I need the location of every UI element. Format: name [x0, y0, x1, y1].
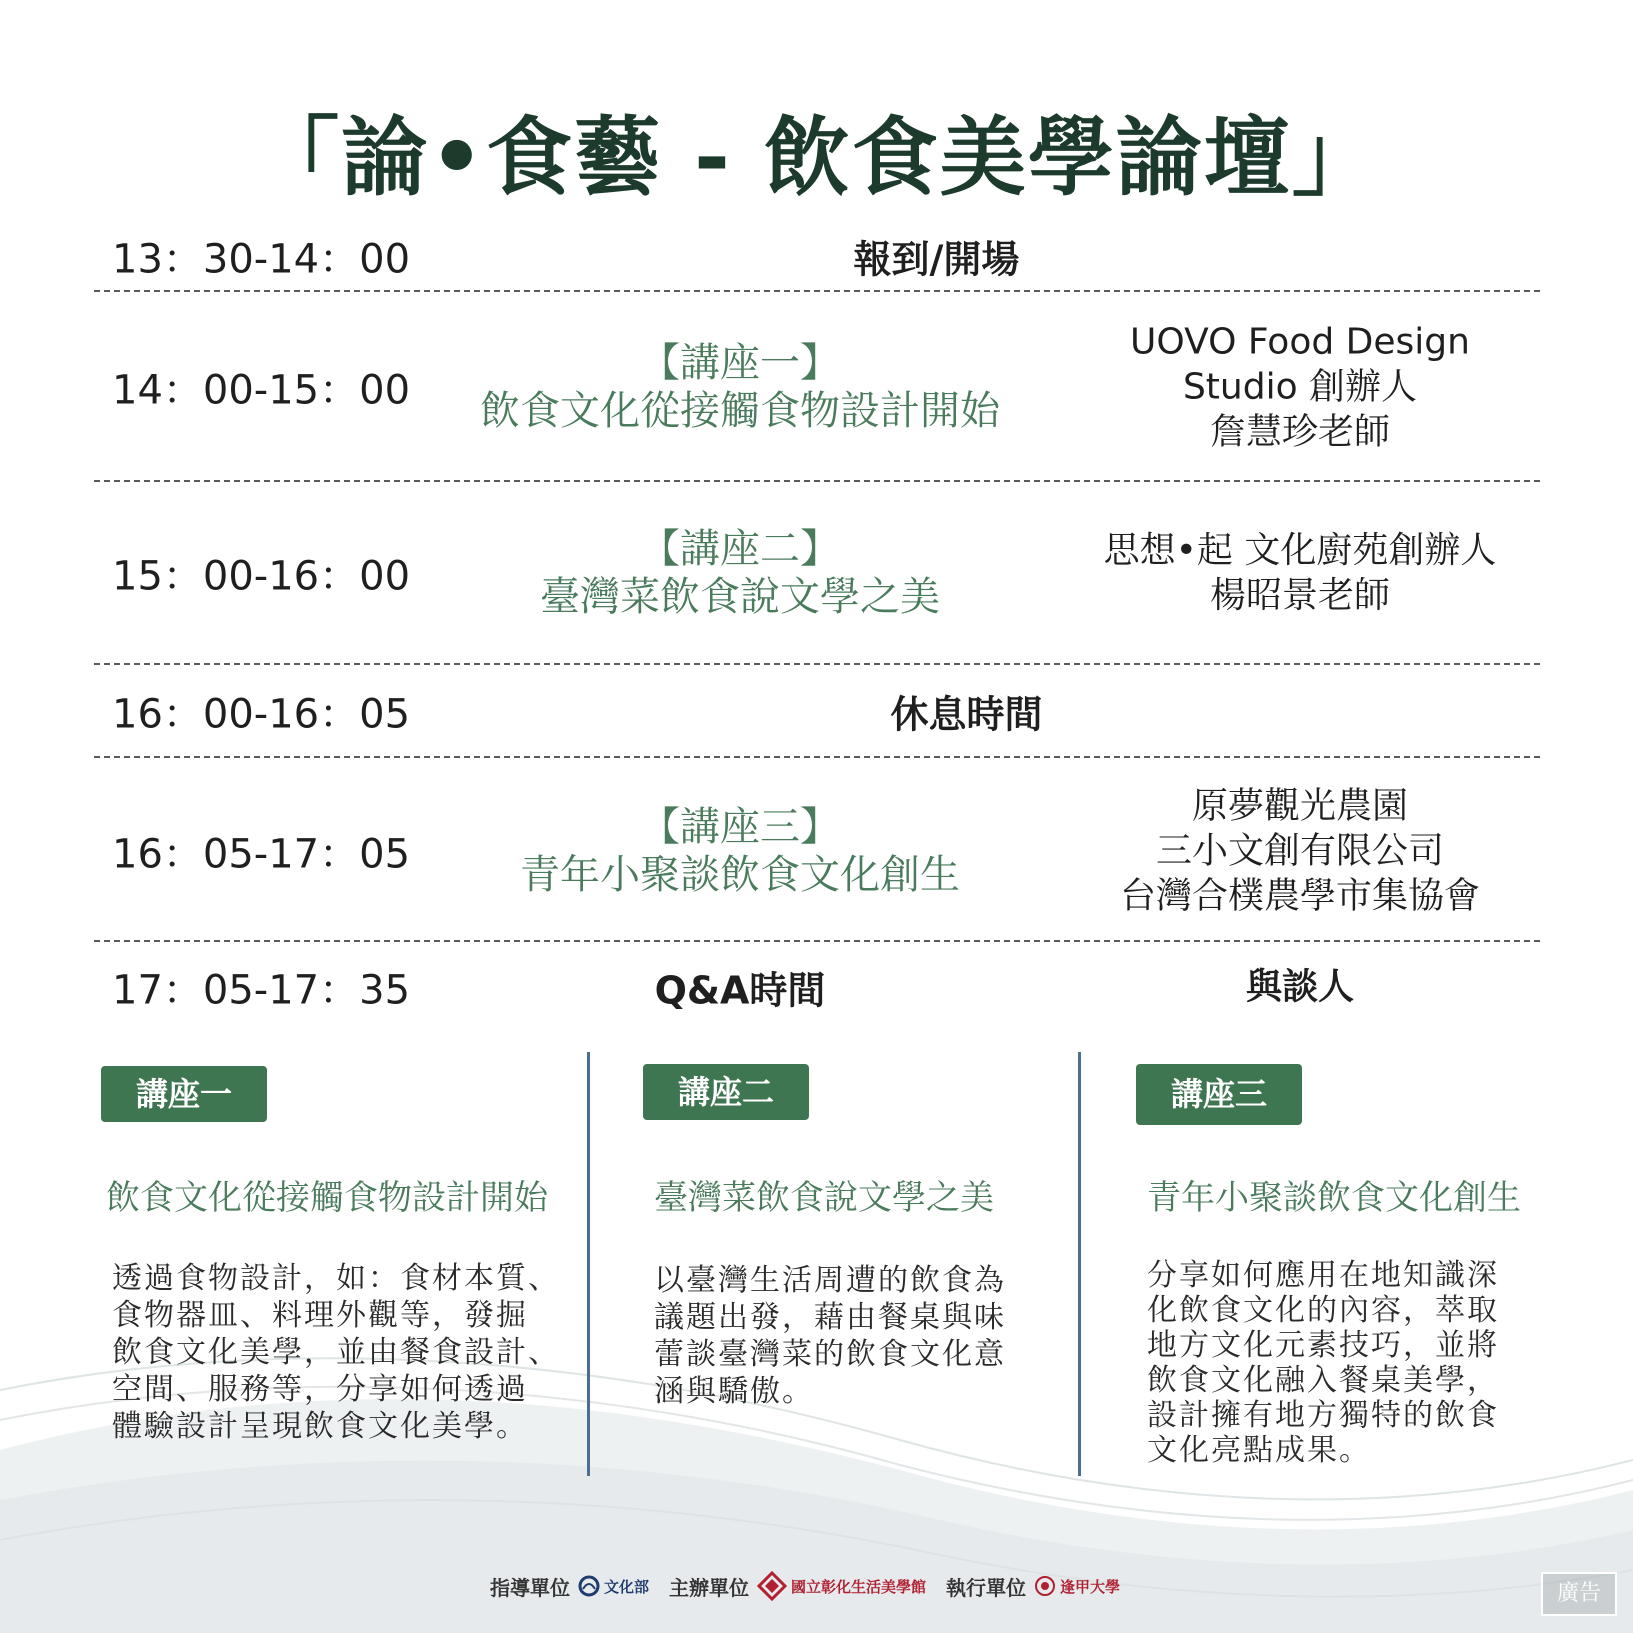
- topic-title: 臺灣菜飲食說文學之美: [540, 574, 940, 620]
- lecture-badge: 講座一: [101, 1066, 267, 1122]
- schedule-topic: [420, 339, 1060, 435]
- description-line: 蕾談臺灣菜的飲食文化意: [654, 1337, 1006, 1372]
- description-line: 飲食文化融入餐桌美學，: [1147, 1363, 1499, 1398]
- schedule-speaker: [1060, 965, 1540, 1010]
- lecture-description: [1147, 1258, 1547, 1468]
- dashed-divider: [94, 663, 1540, 665]
- page-title: 「論•食藝 - 飲食美學論壇」: [253, 108, 1380, 208]
- dashed-divider: [94, 756, 1540, 758]
- topic-tag: 【講座三】: [640, 804, 840, 850]
- description-line: 化飲食文化的內容，萃取: [1147, 1293, 1499, 1328]
- description-line: 分享如何應用在地知識深: [1147, 1258, 1499, 1293]
- description-line: 以臺灣生活周遭的飲食為: [654, 1263, 1006, 1298]
- description-line: 地方文化元素技巧，並將: [1147, 1328, 1499, 1363]
- description-line: 透過食物設計，如：食材本質、: [112, 1261, 560, 1296]
- speaker-line: 楊昭景老師: [1209, 575, 1390, 616]
- speaker-line: 三小文創有限公司: [1155, 830, 1444, 872]
- schedule-time: 16：05-17：05: [112, 831, 411, 878]
- speaker-line: UOVO Food Design: [1130, 321, 1470, 363]
- dashed-divider: [94, 290, 1540, 292]
- lecture-description: [112, 1260, 572, 1445]
- schedule-topic: [420, 803, 1060, 899]
- speaker-line: 台灣合樸農學市集協會: [1119, 875, 1480, 917]
- description-line: 涵與驕傲。: [654, 1374, 814, 1409]
- schedule-speaker: [1060, 528, 1540, 618]
- description-line: 食物器皿、料理外觀等，發掘: [112, 1298, 528, 1333]
- schedule-time: 15：00-16：00: [112, 553, 411, 600]
- lecture-badge: 講座二: [643, 1064, 809, 1120]
- speaker-line: Studio 創辦人: [1182, 366, 1418, 408]
- ministry-of-culture-logo: [578, 1575, 649, 1597]
- schedule-time: 17：05-17：35: [112, 967, 411, 1014]
- lecture-description: [654, 1262, 1034, 1410]
- ad-label: 廣告: [1541, 1572, 1617, 1616]
- feng-chia-university-logo: [1034, 1575, 1120, 1597]
- schedule-speaker: [1060, 784, 1540, 919]
- schedule-time: 14：00-15：00: [112, 367, 411, 414]
- schedule-time: 16：00-16：05: [112, 691, 411, 738]
- schedule-topic: [420, 525, 1060, 621]
- schedule-label: 休息時間: [890, 692, 1043, 737]
- qa-label: Q&A時間: [654, 968, 826, 1013]
- lecture-title: 飲食文化從接觸食物設計開始: [106, 1178, 548, 1218]
- dashed-divider: [94, 940, 1540, 942]
- speaker-line: 原夢觀光農園: [1191, 785, 1408, 827]
- sponsor-footer: [490, 1568, 1140, 1604]
- speaker-line: 與談人: [1245, 966, 1354, 1008]
- description-line: 體驗設計呈現飲食文化美學。: [112, 1409, 528, 1444]
- description-line: 空間、服務等，分享如何透過: [112, 1372, 528, 1407]
- topic-tag: 【講座一】: [640, 340, 840, 386]
- column-divider: [587, 1052, 590, 1476]
- description-line: 文化亮點成果。: [1147, 1433, 1371, 1468]
- exec-label: 執行單位: [946, 1575, 1027, 1600]
- host-org: 國立彰化生活美學館: [791, 1577, 927, 1596]
- guide-org: 文化部: [604, 1577, 650, 1596]
- schedule-label: 報到/開場: [853, 237, 1020, 282]
- speaker-line: 詹慧珍老師: [1209, 411, 1390, 453]
- exec-org: 逢甲大學: [1060, 1577, 1121, 1596]
- description-line: 設計擁有地方獨特的飲食: [1147, 1398, 1499, 1433]
- dashed-divider: [94, 480, 1540, 482]
- lecture-title: 臺灣菜飲食說文學之美: [654, 1178, 994, 1218]
- lecture-badge: 講座三: [1136, 1064, 1302, 1125]
- column-divider: [1078, 1052, 1081, 1476]
- schedule-speaker: [1060, 320, 1540, 455]
- topic-title: 飲食文化從接觸食物設計開始: [480, 388, 1000, 434]
- schedule-time: 13：30-14：00: [112, 236, 411, 283]
- guide-label: 指導單位: [490, 1575, 570, 1600]
- description-line: 議題出發，藉由餐桌與味: [654, 1300, 1006, 1335]
- speaker-line: 思想•起 文化廚苑創辦人: [1103, 530, 1497, 571]
- topic-title: 青年小聚談飲食文化創生: [520, 852, 960, 898]
- topic-tag: 【講座二】: [640, 526, 840, 572]
- description-line: 飲食文化美學，並由餐食設計、: [112, 1335, 560, 1370]
- host-label: 主辦單位: [669, 1575, 750, 1600]
- changhua-living-art-center-logo: [757, 1571, 926, 1601]
- lecture-title: 青年小聚談飲食文化創生: [1147, 1178, 1521, 1218]
